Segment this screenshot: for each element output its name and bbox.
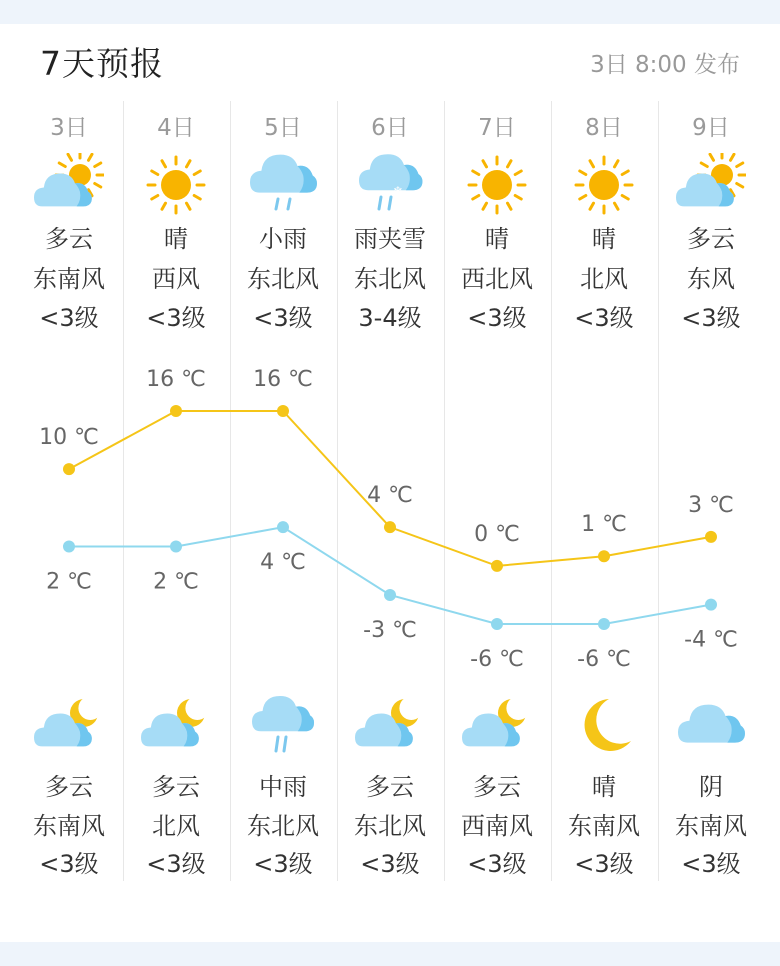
day-wind-dir: 西北风 xyxy=(461,265,533,293)
day-column xyxy=(658,101,765,881)
night-weather: 阴 xyxy=(699,773,723,801)
partly-cloudy-night-icon xyxy=(462,693,532,757)
night-weather: 多云 xyxy=(473,773,521,801)
high-temp-label: 3 ℃ xyxy=(688,492,734,518)
night-weather: 多云 xyxy=(152,773,200,801)
night-weather: 多云 xyxy=(45,773,93,801)
day-weather: 小雨 xyxy=(259,225,307,253)
low-temp-label: 2 ℃ xyxy=(153,569,199,595)
night-wind-level: <3级 xyxy=(574,850,634,878)
day-wind-dir: 东南风 xyxy=(33,265,105,293)
day-wind-dir: 东风 xyxy=(687,265,735,293)
partly-cloudy-night-icon xyxy=(141,693,211,757)
date: 4日 xyxy=(157,115,195,141)
low-temp-label: -6 ℃ xyxy=(470,647,524,672)
low-temp-label: -4 ℃ xyxy=(684,627,738,653)
partly-cloudy-night-icon xyxy=(34,693,104,757)
date: 3日 xyxy=(50,115,88,141)
partly-cloudy-night-icon xyxy=(355,693,425,757)
night-wind-level: <3级 xyxy=(253,850,313,878)
day-wind-level: <3级 xyxy=(681,304,741,332)
night-wind-dir: 北风 xyxy=(152,812,200,840)
night-wind-dir: 东南风 xyxy=(675,812,747,840)
high-temp-label: 16 ℃ xyxy=(146,367,206,392)
publish-time: 3日 8:00 发布 xyxy=(590,52,740,78)
day-wind-dir: 东北风 xyxy=(247,265,319,293)
date: 5日 xyxy=(264,115,302,141)
low-temp-label: 4 ℃ xyxy=(260,550,306,576)
column-divider xyxy=(337,101,338,881)
night-wind-dir: 东南风 xyxy=(568,812,640,840)
date: 8日 xyxy=(585,115,623,141)
day-wind-level: <3级 xyxy=(253,304,313,332)
date: 9日 xyxy=(692,115,730,141)
low-temp-label: -6 ℃ xyxy=(577,647,631,672)
day-weather: 多云 xyxy=(687,225,735,253)
high-temp-label: 16 ℃ xyxy=(253,367,313,392)
night-wind-level: <3级 xyxy=(146,850,206,878)
column-divider xyxy=(123,101,124,881)
column-divider xyxy=(230,101,231,881)
day-weather: 雨夹雪 xyxy=(354,225,426,253)
day-column xyxy=(337,101,444,881)
date: 6日 xyxy=(371,115,409,141)
low-temp-label: -3 ℃ xyxy=(363,617,417,643)
day-wind-dir: 北风 xyxy=(580,265,628,293)
day-wind-level: <3级 xyxy=(467,304,527,332)
night-wind-level: <3级 xyxy=(467,850,527,878)
day-wind-dir: 西风 xyxy=(152,265,200,293)
partly-cloudy-day-icon xyxy=(676,153,746,217)
sleet-icon xyxy=(355,153,425,217)
high-temp-label: 10 ℃ xyxy=(39,425,99,451)
column-divider xyxy=(551,101,552,881)
night-wind-level: <3级 xyxy=(360,850,420,878)
night-wind-level: <3级 xyxy=(39,850,99,878)
low-temp-label: 2 ℃ xyxy=(46,569,92,595)
high-temp-label: 4 ℃ xyxy=(367,483,413,509)
moderate-rain-icon xyxy=(248,693,318,757)
day-column xyxy=(16,101,123,881)
high-temp-label: 1 ℃ xyxy=(581,512,627,538)
day-wind-level: 3-4级 xyxy=(358,304,422,332)
day-weather: 晴 xyxy=(164,225,188,253)
high-temp-label: 0 ℃ xyxy=(474,521,520,547)
night-wind-dir: 东南风 xyxy=(33,812,105,840)
page-title: 7天预报 xyxy=(40,44,164,83)
column-divider xyxy=(444,101,445,881)
night-wind-level: <3级 xyxy=(681,850,741,878)
day-wind-dir: 东北风 xyxy=(354,265,426,293)
day-weather: 晴 xyxy=(485,225,509,253)
day-wind-level: <3级 xyxy=(146,304,206,332)
sunny-icon xyxy=(141,153,211,217)
svg-text:❄: ❄ xyxy=(392,184,403,198)
day-wind-level: <3级 xyxy=(39,304,99,332)
night-weather: 多云 xyxy=(366,773,414,801)
overcast-icon xyxy=(676,693,746,757)
day-weather: 晴 xyxy=(592,225,616,253)
night-weather: 晴 xyxy=(592,773,616,801)
night-wind-dir: 东北风 xyxy=(247,812,319,840)
light-rain-icon xyxy=(248,153,318,217)
clear-night-moon-icon xyxy=(569,693,639,757)
day-column xyxy=(444,101,551,881)
day-wind-level: <3级 xyxy=(574,304,634,332)
day-weather: 多云 xyxy=(45,225,93,253)
partly-cloudy-day-icon xyxy=(34,153,104,217)
night-wind-dir: 东北风 xyxy=(354,812,426,840)
night-wind-dir: 西南风 xyxy=(461,812,533,840)
night-weather: 中雨 xyxy=(259,773,307,801)
column-divider xyxy=(658,101,659,881)
sunny-icon xyxy=(569,153,639,217)
day-column xyxy=(123,101,230,881)
sunny-icon xyxy=(462,153,532,217)
day-column xyxy=(230,101,337,881)
date: 7日 xyxy=(478,115,516,141)
day-column xyxy=(551,101,658,881)
